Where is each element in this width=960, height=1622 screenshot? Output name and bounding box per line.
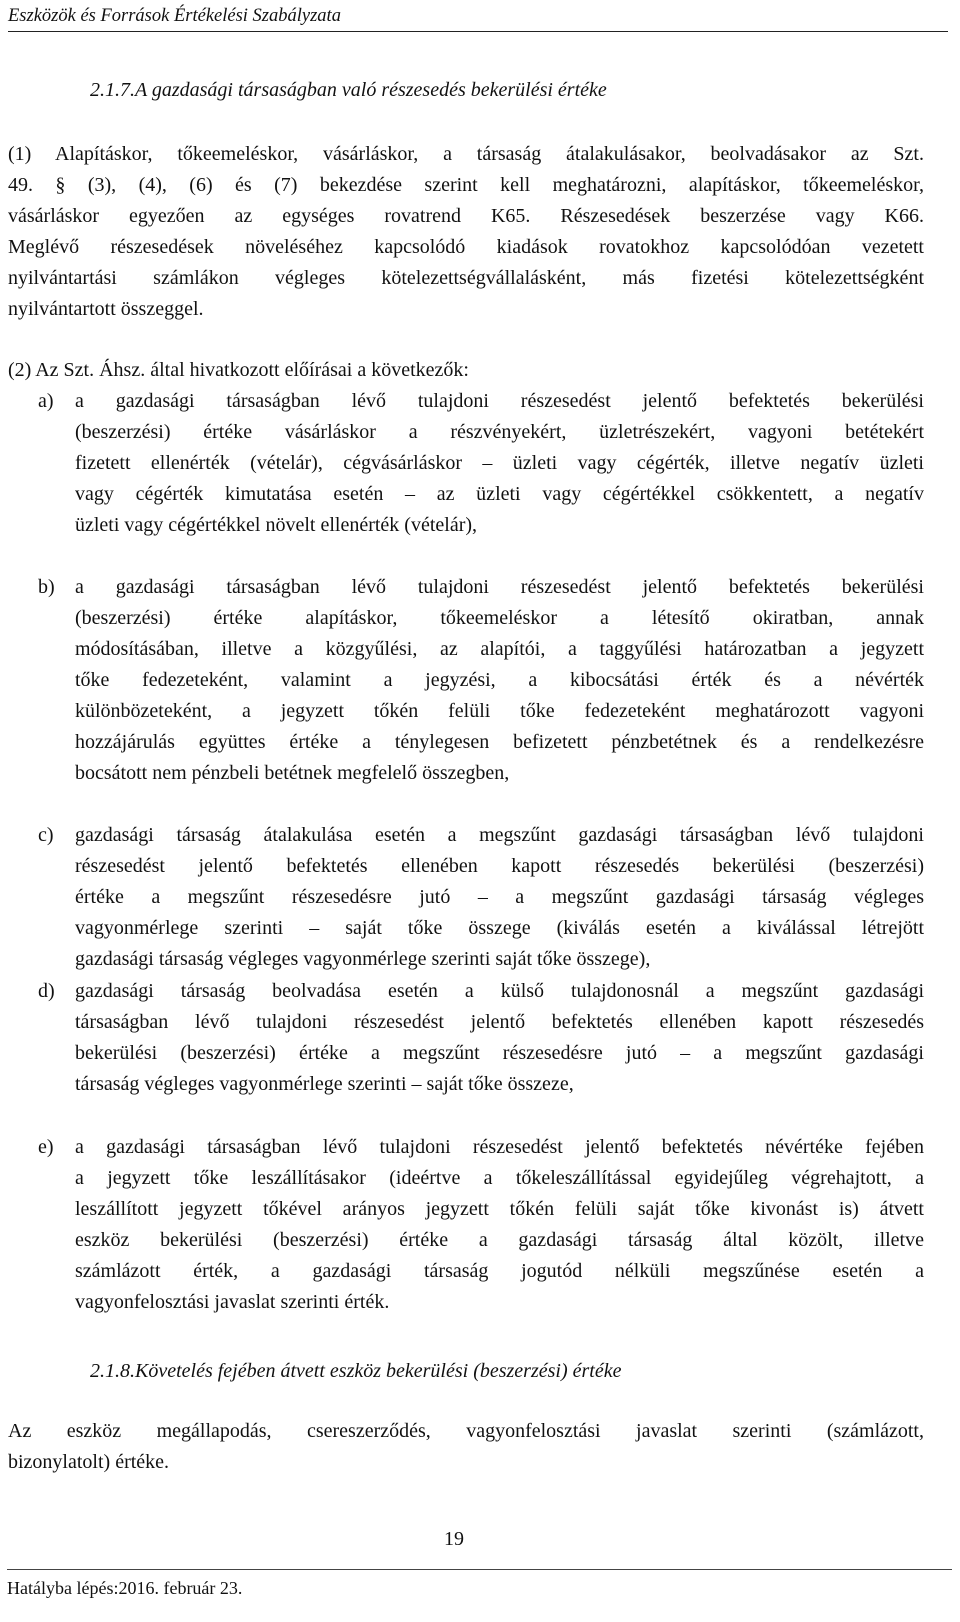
paragraph-line: 49. § (3), (4), (6) és (7) bekezdése szerint kell meghatározni, alapításkor, tőkeemeléskor, xyxy=(8,174,924,196)
paragraph-line: nyilvántartott összeggel. xyxy=(8,298,204,320)
paragraph-line: fizetett ellenérték (vételár), cégvásárláskor – üzleti vagy cégérték, illetve negatív üzleti xyxy=(75,452,924,474)
list-item-label: a) xyxy=(38,390,54,412)
paragraph-line: vagyonmérlege szerinti – saját tőke összege (kiválás esetén a kiválással létrejött xyxy=(75,917,924,939)
paragraph-line: társaságban lévő tulajdoni részesedést jelentő befektetés ellenében kapott részesedés xyxy=(75,1011,924,1033)
paragraph-line: (2) Az Szt. Áhsz. által hivatkozott előírásai a következők: xyxy=(8,359,469,381)
paragraph-line: gazdasági társaság végleges vagyonmérlege szerinti saját tőke összege), xyxy=(75,948,651,970)
footer-divider xyxy=(7,1569,952,1570)
effective-date: Hatályba lépés:2016. február 23. xyxy=(7,1578,243,1598)
paragraph-line: módosításában, illetve a közgyűlési, az alapítói, a taggyűlési határozatban a jegyzett xyxy=(75,638,924,660)
paragraph-line: különbözeteként, a jegyzett tőkén felüli tőke fedezeteként meghatározott vagyoni xyxy=(75,700,924,722)
paragraph-line: leszállított jegyzett tőkével arányos jegyzett tőkén felüli saját tőke kivonást is) átvett xyxy=(75,1198,924,1220)
paragraph-2-1-8 xyxy=(8,1416,924,1478)
paragraph-line: a gazdasági társaságban lévő tulajdoni részesedést jelentő befektetés névértéke fejében xyxy=(75,1136,924,1158)
paragraph-line: (beszerzési) értéke vásárláskor a részvényekért, üzletrészekért, vagyoni betétekért xyxy=(75,421,924,443)
paragraph-line: eszköz bekerülési (beszerzési) értéke a gazdasági társaság által közölt, illetve xyxy=(75,1229,924,1251)
paragraph-line: gazdasági társaság beolvadása esetén a külső tulajdonosnál a megszűnt gazdasági xyxy=(75,980,924,1002)
paragraph-line: a jegyzett tőke leszállításakor (ideértve a tőkeleszállítással egyidejűleg végrehajtott, a xyxy=(75,1167,924,1189)
paragraph-1 xyxy=(8,139,924,325)
paragraph-line: üzleti vagy cégértékkel növelt ellenérték (vételár), xyxy=(75,514,478,536)
paragraph-line: számlázott érték, a gazdasági társaság jogutód nélküli megszűnése esetén a xyxy=(75,1260,924,1282)
section-title: Követelés fejében átvett eszköz bekerülési (beszerzési) értéke xyxy=(135,1360,622,1382)
list-item-label: d) xyxy=(38,980,55,1002)
paragraph-line: nyilvántartási számlákon végleges kötelezettségvállalásként, más fizetési kötelezettségként xyxy=(8,267,924,289)
list-item-text xyxy=(75,1132,924,1318)
document-header: Eszközök és Források Értékelési Szabályzata xyxy=(8,3,948,32)
section-number: 2.1.7. xyxy=(90,79,135,101)
paragraph-2-intro xyxy=(8,355,924,386)
section-heading-2-1-7 xyxy=(90,77,607,103)
list-item-text xyxy=(75,572,924,789)
list-item-text xyxy=(75,820,924,975)
paragraph-line: gazdasági társaság átalakulása esetén a megszűnt gazdasági társaságban lévő tulajdoni xyxy=(75,824,924,846)
paragraph-line: részesedést jelentő befektetés ellenében kapott részesedés bekerülési (beszerzési) xyxy=(75,855,924,877)
paragraph-line: hozzájárulás együttes értéke a ténylegesen befizetett pénzbetétnek és a rendelkezésre xyxy=(75,731,924,753)
paragraph-line: bizonylatolt) értéke. xyxy=(8,1451,170,1473)
paragraph-line: (1) Alapításkor, tőkeemeléskor, vásárláskor, a társaság átalakulásakor, beolvadásakor az Szt. xyxy=(8,143,924,165)
section-heading-2-1-8 xyxy=(90,1358,621,1384)
list-item-text xyxy=(75,386,924,541)
paragraph-line: bocsátott nem pénzbeli betétnek megfelelő összegben, xyxy=(75,762,510,784)
paragraph-line: a gazdasági társaságban lévő tulajdoni részesedést jelentő befektetés bekerülési xyxy=(75,576,924,598)
paragraph-line: társaság végleges vagyonmérlege szerinti – saját tőke összeze, xyxy=(75,1073,574,1095)
list-item-label: e) xyxy=(38,1136,54,1158)
section-title: A gazdasági társaságban való részesedés bekerülési értéke xyxy=(135,79,607,101)
list-item-label: c) xyxy=(38,824,54,846)
paragraph-line: Meglévő részesedések növeléséhez kapcsolódó kiadások rovatokhoz kapcsolódóan vezetett xyxy=(8,236,924,258)
section-number: 2.1.8. xyxy=(90,1360,135,1382)
paragraph-line: értéke a megszűnt részesedésre jutó – a megszűnt gazdasági társaság végleges xyxy=(75,886,924,908)
list-item-label: b) xyxy=(38,576,55,598)
paragraph-line: bekerülési (beszerzési) értéke a megszűnt részesedésre jutó – a megszűnt gazdasági xyxy=(75,1042,924,1064)
list-item-text xyxy=(75,976,924,1100)
paragraph-line: tőke fedezeteként, valamint a jegyzési, a kibocsátási érték és a névérték xyxy=(75,669,924,691)
paragraph-line: Az eszköz megállapodás, csereszerződés, vagyonfelosztási javaslat szerinti (számlázott, xyxy=(8,1420,924,1442)
paragraph-line: vagyonfelosztási javaslat szerinti érték. xyxy=(75,1291,390,1313)
paragraph-line: (beszerzési) értéke alapításkor, tőkeemeléskor a létesítő okiratban, annak xyxy=(75,607,924,629)
paragraph-line: vásárláskor egyezően az egységes rovatrend K65. Részesedések beszerzése vagy K66. xyxy=(8,205,924,227)
paragraph-line: a gazdasági társaságban lévő tulajdoni részesedést jelentő befektetés bekerülési xyxy=(75,390,924,412)
page-number: 19 xyxy=(444,1528,464,1550)
paragraph-line: vagy cégérték kimutatása esetén – az üzleti vagy cégértékkel csökkentett, a negatív xyxy=(75,483,924,505)
